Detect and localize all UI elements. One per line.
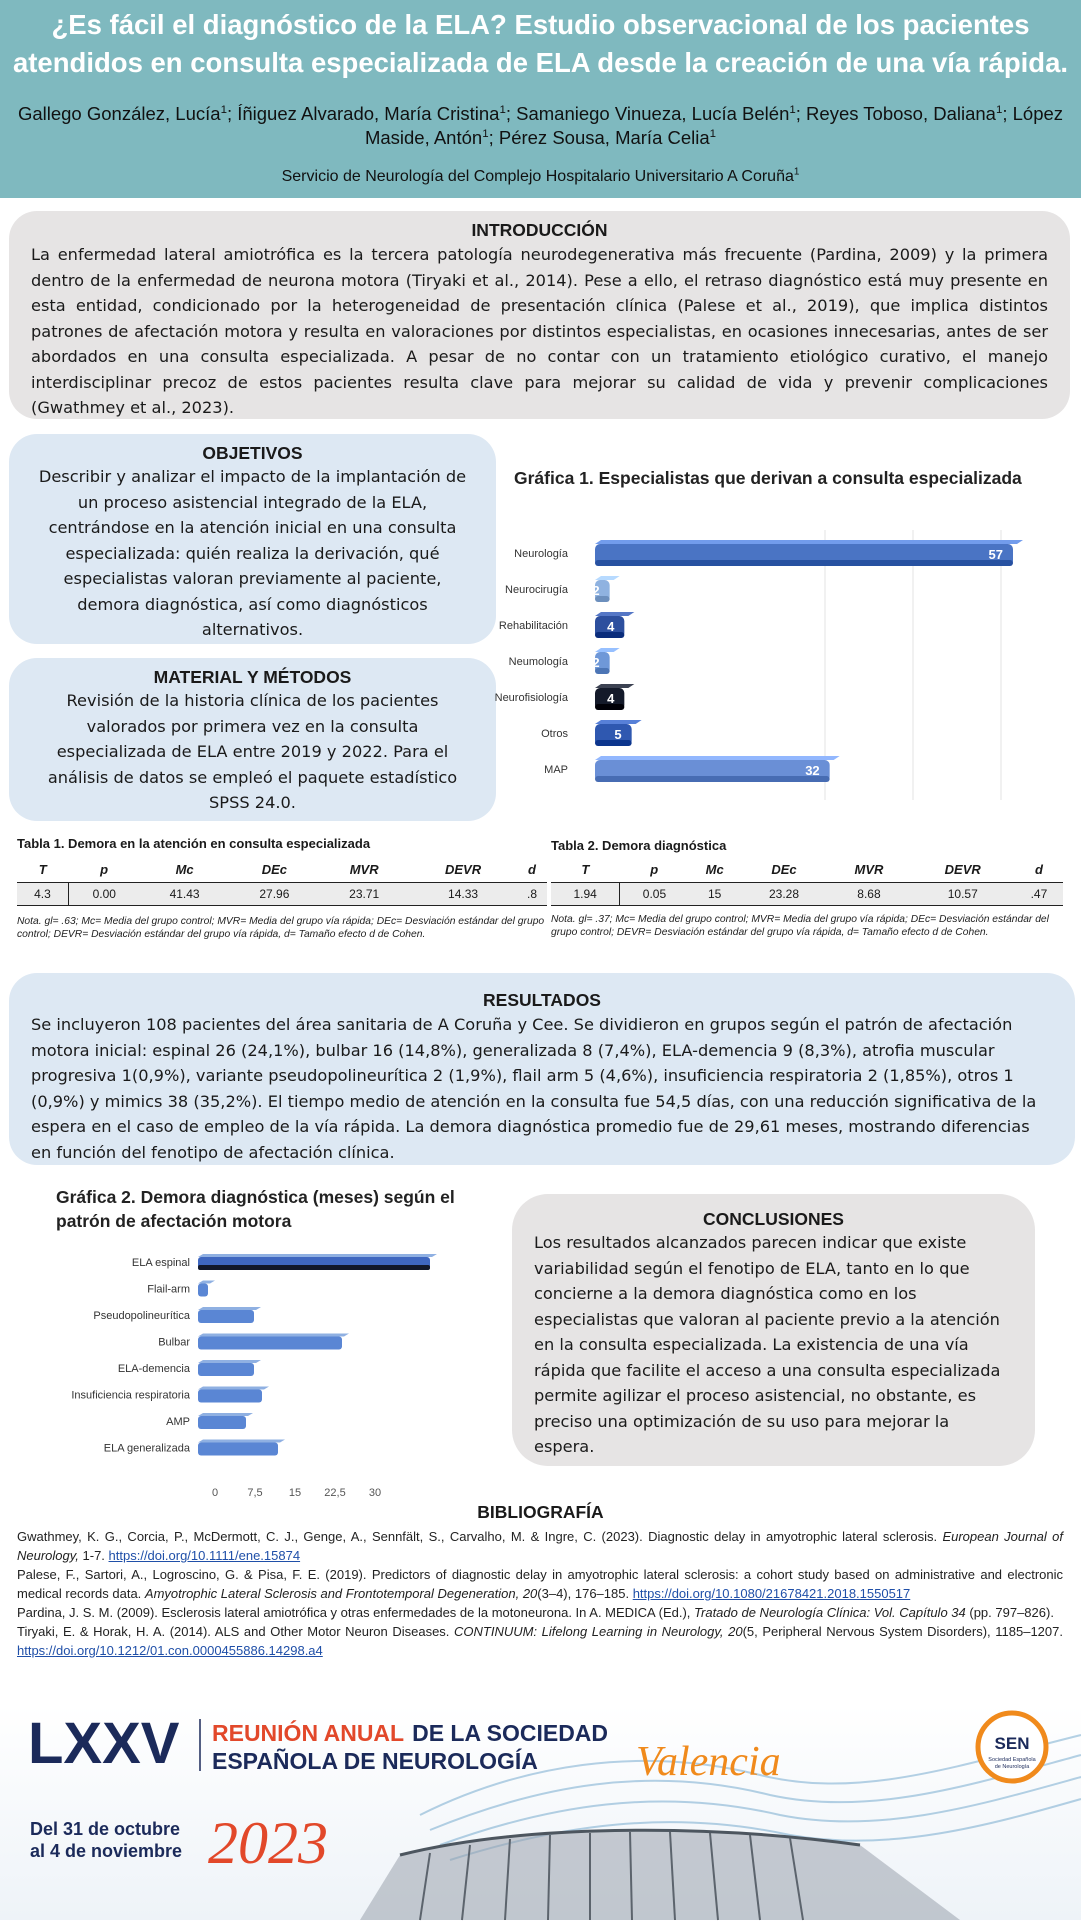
chart2-bar [198, 1416, 246, 1429]
table2-header-p: p [620, 860, 689, 883]
chart1-bar-shadow [595, 560, 1013, 566]
reference-link[interactable]: https://doi.org/10.1111/ene.15874 [108, 1548, 301, 1563]
reference-item: Pardina, J. S. M. (2009). Esclerosis lateral amiotrófica y otras enfermedades de la motoneurona. In A. MEDICA (Ed.), Tratado de Neurología Clínica: Vol. Capítulo 34 (pp. 797–826). [17, 1605, 1054, 1620]
table1-header-d: d [517, 860, 547, 883]
chart2-bar-top [198, 1413, 253, 1416]
reference-link[interactable]: https://doi.org/10.1212/01.con.0000455886.14298.a4 [17, 1643, 323, 1658]
author-6: Pérez Sousa, María Celia$^1$ [498, 127, 717, 148]
chart2-tick-label: 15 [288, 1487, 302, 1499]
chart1-category-label: Otros [541, 728, 568, 740]
table2-cell-DEVR: 10.57 [911, 883, 1015, 906]
author-list [8, 102, 1073, 150]
chart1-value-label: 4 [607, 691, 615, 706]
chart2-bar-top [198, 1440, 285, 1443]
table2-cell-Mc: 15 [689, 883, 741, 906]
chart2-category-label: ELA-demencia [117, 1363, 190, 1375]
objectives-box [9, 434, 496, 644]
results-text: Se incluyeron 108 pacientes del área sanitaria de A Coruña y Cee. Se dividieron en grupos según el patrón de afectación motora inicial: espinal 26 (24,1%), bulbar 16 (14,8%), generalizada 8 (7,4%), ELA-demencia 9 (8,3%), atrofia muscular progresiva 1(0,9%), variante pseudopolineurítica 2 (1,9%), flail arm 5 (4,6%), insuficiencia respiratoria 2 (1,85%), otros 1 (0,9%) y mimics 38 (35,2%). El tiempo medio de atención en la consulta fue 54,5 días, con una reducción significativa de la espera en el caso de empleo de la vía rápida. La demora diagnóstica promedio fue de 29,61 meses, mostrando diferencias en función del fenotipo de afectación clínica. [31, 1015, 1037, 1162]
chart2-title: Gráfica 2. Demora diagnóstica (meses) según el patrón de afectación motora [56, 1187, 455, 1231]
reference-link[interactable]: https://doi.org/10.1080/21678421.2018.1550517 [632, 1586, 911, 1601]
chart1-category-label: Rehabilitación [498, 620, 568, 632]
chart2-tick-label: 7,5 [247, 1487, 263, 1499]
dates-line1: Del 31 de octubre [30, 1819, 181, 1839]
table1-header-DEVR: DEVR [409, 860, 517, 883]
sen-logo-sub1: Sociedad Española [988, 1757, 1036, 1763]
chart1-value-label: 32 [805, 763, 820, 778]
chart2-tick-label: 30 [368, 1487, 382, 1499]
chart1-value-label: 2 [592, 583, 600, 598]
intro-text: La enfermedad lateral amiotrófica es la tercera patología neurodegenerativa más frecuente (Pardina, 2009) y la primera dentro de la enfermedad de neurona motora (Tiryaki et al., 2014). Pese a ello, el retraso diagnóstico está muy presente en esta entidad, condicionado por la heterogeneidad de presentación clínica (Palese et al., 2019), que implica distintos patrones de afectación motora y resulta en valoraciones por distintos especialistas, en ocasiones innecesarias, antes de ser abordados en una consulta especializada. A pesar de no contar con un tratamiento etiológico curativo, el manejo interdisciplinar precoz de estos pacientes resulta clave para mejorar su calidad de vida y prevenir complicaciones (Gwathmey et al., 2023). [31, 245, 1048, 417]
table2-header-row [551, 860, 1063, 883]
chart1-bar-shadow [595, 740, 632, 746]
table1-row [17, 883, 547, 906]
edition-roman: LXXV [28, 1711, 180, 1776]
chart1-bar-top [595, 756, 840, 760]
reference-item: Tiryaki, E. & Horak, H. A. (2014). ALS and Other Motor Neuron Diseases. CONTINUUM: Lifelong Learning in Neurology, 20(5, Peripheral Nervous System Disorders), 1185–1207. https://doi.org/10.1212/01.con.0000455886.14298.a4 [17, 1624, 1063, 1658]
conclusions-text: Los resultados alcanzados parecen indicar que existe variabilidad según el fenotipo de ELA, tanto en lo que concierne a la demora diagnóstica como en los especialistas que valoran al paciente previo a la atención en la consulta especializada. La existencia de una vía rápida que facilite el acceso a una consulta especializada permite agilizar el proceso asistencial, no obstante, es preciso una optimización de su uso para mejorar la espera. [534, 1233, 1001, 1456]
affiliation: Servicio de Neurología del Complejo Hospitalario Universitario A Coruña$^1$ [281, 166, 800, 185]
chart2-bar-top [198, 1387, 269, 1390]
table1-cell-T: 4.3 [17, 883, 68, 906]
table2-header-Mc: Mc [689, 860, 741, 883]
chart2-bar [198, 1337, 342, 1350]
table2-header-DEc: DEc [741, 860, 828, 883]
chart2-tick-label: 0 [211, 1487, 219, 1499]
chart2-bar-shadow [198, 1265, 430, 1270]
author-1: Gallego González, Lucía$^1$; [17, 103, 238, 124]
table2-row [551, 883, 1063, 906]
chart2-bar-top [198, 1334, 349, 1337]
author-3: Samaniego Vinueza, Lucía Belén$^1$; [516, 103, 807, 124]
reference-item: Gwathmey, K. G., Corcia, P., McDermott, C. J., Genge, A., Sennfält, S., Carvalho, M. & Ingre, C. (2023). Diagnostic delay in amyotrophic lateral sclerosis. European Journal of Neurology, 1-7. https://doi.org/10.1111/ene.15874 [17, 1529, 1063, 1563]
table1 [17, 860, 547, 906]
table1-cell-d: .8 [517, 883, 547, 906]
table1-cell-MVR: 23.71 [319, 883, 409, 906]
chart1-title: Gráfica 1. Especialistas que derivan a consulta especializada [514, 468, 1022, 488]
intro-box [9, 211, 1070, 419]
objectives-heading: OBJETIVOS [202, 443, 303, 463]
year-text: 2023 [208, 1810, 328, 1876]
chart2-category-label: Bulbar [158, 1336, 190, 1349]
table1-cell-DEc: 27.96 [229, 883, 319, 906]
chart1-value-label: 5 [614, 727, 622, 742]
chart1-bar-top [595, 720, 642, 724]
table2-cell-DEc: 23.28 [741, 883, 828, 906]
table2-header-DEVR: DEVR [911, 860, 1015, 883]
poster-title: ¿Es fácil el diagnóstico de la ELA? Estudio observacional de los pacientes atendidos en consulta especializada de ELA desde la creación de una vía rápida. [12, 9, 1069, 78]
conclusions-box [512, 1194, 1035, 1466]
results-heading: RESULTADOS [483, 990, 601, 1010]
chart2-category-label: Pseudopolineurítica [93, 1310, 190, 1322]
chart1-bar-top [595, 612, 634, 616]
table2-title: Tabla 2. Demora diagnóstica [551, 838, 727, 853]
table2-header-T: T [551, 860, 620, 883]
table2-cell-MVR: 8.68 [827, 883, 910, 906]
chart2-svg [40, 1240, 480, 1515]
table2-header-d: d [1015, 860, 1063, 883]
meeting-line1: REUNIÓN ANUAL DE LA SOCIEDAD [212, 1720, 609, 1746]
chart2-bar [198, 1390, 262, 1403]
table2 [551, 860, 1063, 906]
table1-header-p: p [68, 860, 139, 883]
chart2-category-label: ELA generalizada [103, 1442, 190, 1455]
bibliography-heading: BIBLIOGRAFÍA [477, 1502, 604, 1522]
chart2-bar [198, 1284, 208, 1297]
intro-heading: INTRODUCCIÓN [471, 220, 608, 240]
table2-note: Nota. gl= .37; Mc= Media del grupo control; MVR= Media del grupo vía rápida; DEc= Desviación estándar del grupo control; DEVR= Desviación estándar del grupo vía rápida, d= Tamaño efecto d de Cohen. [551, 914, 1049, 938]
table1-header-DEc: DEc [229, 860, 319, 883]
methods-text: Revisión de la historia clínica de los pacientes valorados por primera vez en la consulta especializada de ELA entre 2019 y 2022. Para el análisis de datos se empleó el paquete estadístico SPSS 24.0. [47, 691, 458, 812]
chart2-category-label: Insuficiencia respiratoria [71, 1389, 190, 1402]
author-2: Íñiguez Alvarado, María Cristina$^1$; [237, 103, 517, 124]
results-box [9, 973, 1075, 1165]
chart2-bar [198, 1363, 254, 1376]
chart2-category-label: ELA espinal [131, 1257, 190, 1269]
methods-heading: MATERIAL Y MÉTODOS [153, 667, 352, 687]
chart2-category-label: AMP [166, 1416, 190, 1428]
author-5: López Maside, Antón$^1$; [364, 103, 1064, 148]
chart1-category-label: Neurofisiología [494, 692, 568, 704]
table1-header-MVR: MVR [319, 860, 409, 883]
objectives-text: Describir y analizar el impacto de la implantación de un proceso asistencial integrado de la ELA, centrándose en la atención inicial en una consulta especializada: quién realiza la derivación, qué especialistas valoran previamente al paciente, demora diagnóstica, así como diagnósticos alternativos. [38, 467, 467, 639]
chart1-value-label: 4 [607, 619, 615, 634]
chart2-bar-top [198, 1360, 261, 1363]
chart2-bar-top [198, 1254, 437, 1257]
reference-item: Palese, F., Sartori, A., Logroscino, G. & Pisa, F. E. (2019). Predictors of diagnostic delay in amyotrophic lateral sclerosis: a cohort study based on administrative and electronic medical records data. Amyotrophic Lateral Sclerosis and Frontotemporal Degeneration, 20(3–4), 176–185. https://doi.org/10.1080/21678421.2018.1550517 [17, 1567, 1063, 1601]
chart1-bar-shadow [595, 776, 830, 782]
meeting-line2: ESPAÑOLA DE NEUROLOGÍA [212, 1748, 538, 1774]
city-name: Valencia [636, 1739, 781, 1785]
footer-banner [0, 1705, 1081, 1920]
table1-cell-Mc: 41.43 [140, 883, 230, 906]
chart1-category-label: MAP [544, 764, 568, 776]
table1-cell-DEVR: 14.33 [409, 883, 517, 906]
table1-header-row [17, 860, 547, 883]
conclusions-heading: CONCLUSIONES [703, 1209, 844, 1229]
chart1-bar-top [595, 540, 1023, 544]
chart1-svg [494, 500, 1070, 812]
chart2-category-label: Flail-arm [147, 1283, 190, 1296]
table2-cell-d: .47 [1015, 883, 1063, 906]
table1-header-Mc: Mc [140, 860, 230, 883]
sen-logo [978, 1713, 1046, 1781]
table1-note: Nota. gl= .63; Mc= Media del grupo control; MVR= Media del grupo vía rápida; DEc= Desviación estándar del grupo control; DEVR= Desviación estándar del grupo vía rápida, d= Tamaño efecto d de Cohen. [17, 916, 545, 940]
chart1-category-label: Neurología [514, 548, 568, 560]
chart2-bar-top [198, 1307, 261, 1310]
chart1-value-label: 2 [592, 655, 600, 670]
sen-logo-sub2: de Neurología [994, 1764, 1030, 1770]
table2-cell-p: 0.05 [620, 883, 689, 906]
chart2-tick-label: 22,5 [324, 1487, 346, 1499]
chart1-bar-top [595, 648, 620, 652]
table2-cell-T: 1.94 [551, 883, 620, 906]
chart1-category-label: Neumología [508, 656, 568, 668]
chart2-bar [198, 1310, 254, 1323]
author-4: Reyes Toboso, Daliana$^1$; [806, 103, 1013, 124]
dates-line2: al 4 de noviembre [30, 1841, 183, 1861]
chart1-value-label: 57 [988, 547, 1003, 562]
bibliography-list [17, 1527, 1063, 1660]
table1-header-T: T [17, 860, 68, 883]
chart1-category-label: Neurocirugía [505, 584, 568, 596]
table1-cell-p: 0.00 [68, 883, 139, 906]
table1-title: Tabla 1. Demora en la atención en consulta especializada [17, 836, 371, 851]
chart2-bar [198, 1443, 278, 1456]
chart1-bar-top [595, 576, 620, 580]
chart1-bar-top [595, 684, 634, 688]
sen-logo-label: SEN [994, 1734, 1030, 1753]
chart2-bar-top [198, 1281, 215, 1284]
footer-art [0, 1705, 1081, 1920]
methods-box [9, 658, 496, 821]
table2-header-MVR: MVR [827, 860, 910, 883]
